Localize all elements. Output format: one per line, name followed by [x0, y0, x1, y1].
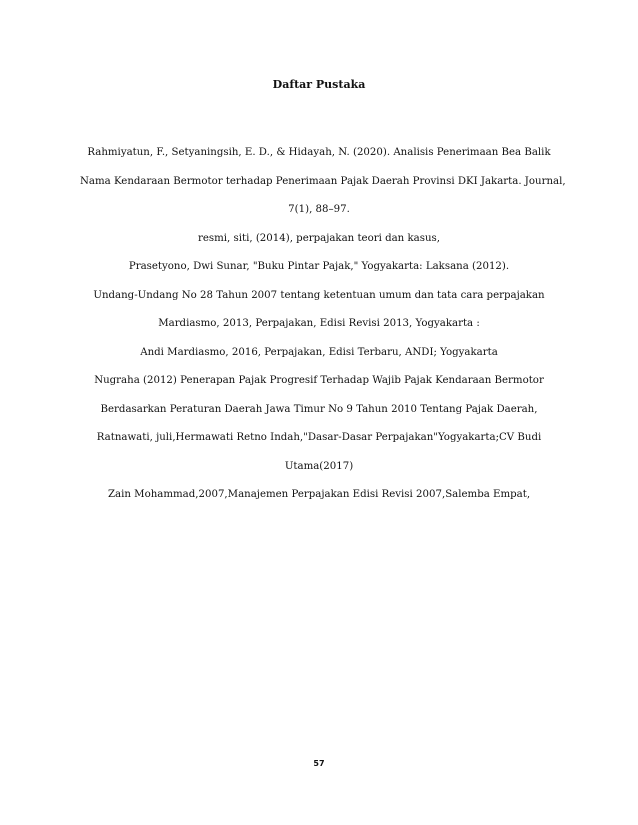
reference-entry: [80, 282, 558, 311]
reference-line: Utama(2017): [284, 460, 354, 472]
reference-entry: [80, 310, 558, 339]
reference-entry: [80, 367, 558, 424]
reference-list: [80, 139, 566, 510]
reference-line: Mardiasmo, 2013, Perpajakan, Edisi Revisi 2013, Yogyakarta :: [158, 318, 480, 329]
reference-entry: [80, 139, 566, 225]
page-number: 57: [313, 759, 325, 768]
reference-line: Nugraha (2012) Penerapan Pajak Progresif Terhadap Wajib Pajak Kendaraan Bermotor: [94, 375, 544, 386]
reference-line: Undang-Undang No 28 Tahun 2007 tentang ketentuan umum dan tata cara perpajakan: [93, 289, 545, 301]
reference-line: Prasetyono, Dwi Sunar, "Buku Pintar Pajak," Yogyakarta: Laksana (2012).: [128, 261, 510, 272]
reference-line: 7(1), 88–97.: [288, 204, 350, 215]
reference-entry: [80, 424, 558, 481]
reference-entry: [80, 225, 558, 254]
reference-line: Rahmiyatun, F., Setyaningsih, E. D., & Hidayah, N. (2020). Analisis Penerimaan Bea Balik: [87, 147, 551, 158]
reference-line: Andi Mardiasmo, 2016, Perpajakan, Edisi Terbaru, ANDI; Yogyakarta: [140, 346, 498, 358]
reference-line: Ratnawati, juli,Hermawati Retno Indah,"Dasar-Dasar Perpajakan"Yogyakarta;CV Budi: [96, 432, 542, 443]
page-title: Daftar Pustaka: [272, 78, 366, 91]
reference-line: resmi, siti, (2014), perpajakan teori dan kasus,: [197, 232, 440, 244]
reference-entry: [80, 253, 558, 282]
reference-line: Zain Mohammad,2007,Manajemen Perpajakan Edisi Revisi 2007,Salemba Empat,: [107, 489, 531, 500]
reference-entry: [80, 339, 558, 368]
reference-line: Berdasarkan Peraturan Daerah Jawa Timur No 9 Tahun 2010 Tentang Pajak Daerah,: [100, 403, 538, 415]
reference-line: Nama Kendaraan Bermotor terhadap Penerimaan Pajak Daerah Provinsi DKI Jakarta. Journal,: [80, 175, 566, 187]
reference-entry: [80, 481, 558, 510]
